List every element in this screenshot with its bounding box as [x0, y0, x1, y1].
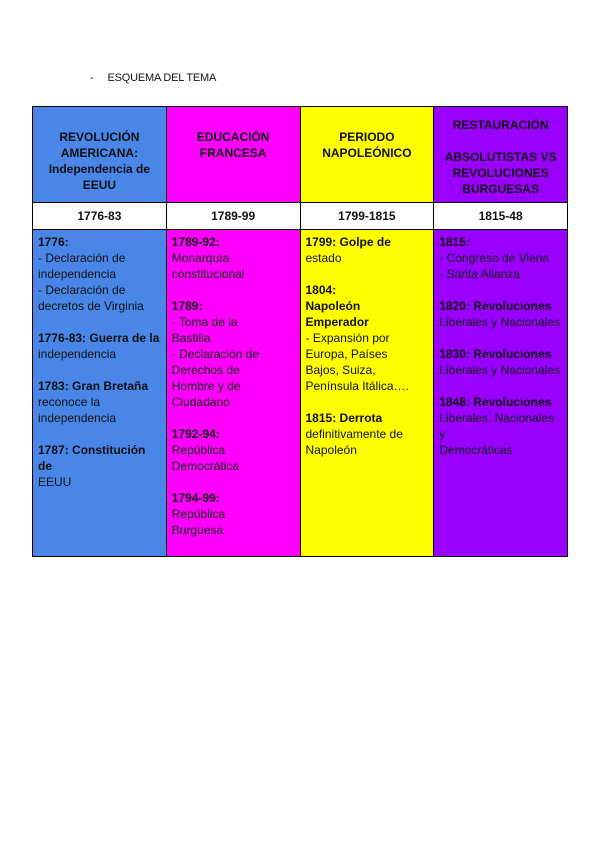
entry-text-line: Liberales, Nacionales y	[439, 411, 554, 441]
content-cell-napoleonic-period	[300, 230, 434, 557]
header-line: EEUU	[82, 178, 117, 192]
heading-title: ESQUEMA DEL TEMA	[107, 72, 217, 84]
years-cell-3: 1799-1815	[300, 203, 434, 230]
entry-text-line: Liberales y Nacionales	[439, 363, 560, 377]
header-cell-restoration	[434, 107, 568, 203]
content-row	[33, 230, 568, 557]
entry-text-line: definitivamente de	[305, 427, 403, 441]
header-cell-american-revolution	[33, 107, 167, 203]
entry-gap	[38, 314, 162, 330]
entry-date-line: 1776:	[38, 235, 69, 249]
years-cell-4: 1815-48	[434, 203, 568, 230]
header-cell-french-education	[166, 107, 300, 203]
entry-gap	[172, 474, 296, 490]
scheme-heading	[90, 72, 216, 84]
entry-text-line: decretos de Virginia	[38, 299, 144, 313]
timeline-entry	[439, 298, 563, 330]
entry-gap	[306, 394, 430, 410]
entry-text-line: - Santa Alianza	[439, 267, 520, 281]
entry-date-line: 1789-92:	[171, 235, 220, 249]
entry-text-line: - Declaración de	[38, 283, 126, 297]
entry-text-line: - Congreso de Viena	[439, 251, 550, 265]
entry-text-line: estado	[305, 251, 342, 265]
content-cell-american-revolution	[33, 230, 167, 557]
scheme-table	[32, 106, 568, 557]
entry-text-line: independencia	[38, 267, 117, 281]
header-line	[440, 133, 561, 149]
entry-text-line: Monarquía	[171, 251, 230, 265]
entry-date-line: 1789:	[171, 299, 203, 313]
header-row	[33, 107, 568, 203]
timeline-entry	[172, 234, 296, 282]
entry-text-line: reconoce la	[38, 395, 101, 409]
entry-date-line: 1776-83: Guerra de la	[38, 331, 160, 345]
entry-text-line: - Declaración de	[38, 251, 126, 265]
entry-text-line: independencia	[38, 347, 117, 361]
header-line: RESTAURACIÓN	[452, 118, 549, 132]
header-line: BURGUESAS	[462, 182, 539, 196]
entry-date-line: 1787: Constitución de	[38, 443, 146, 473]
entry-text-line: Hombre y de	[171, 379, 241, 393]
entry-text-line: Liberales y Nacionales	[439, 315, 560, 329]
entry-date-line: 1804:	[305, 283, 337, 297]
entry-text-line: Bastilla	[171, 331, 211, 345]
entry-gap	[439, 330, 563, 346]
header-cell-napoleonic-period	[300, 107, 434, 203]
entry-gap	[306, 266, 430, 282]
content-cell-french-education	[166, 230, 300, 557]
timeline-entry	[172, 490, 296, 538]
entry-gap	[38, 362, 162, 378]
entry-text-line: Península Itálica….	[305, 379, 409, 393]
entry-text-line: EEUU	[38, 475, 72, 489]
entry-text-line: Democráticas	[439, 443, 513, 457]
entry-date-line: 1799: Golpe de	[305, 235, 391, 249]
timeline-entry	[38, 234, 162, 314]
entry-text-line: Ciudadano	[171, 395, 230, 409]
entry-text-line: - Declaración de	[171, 347, 260, 361]
timeline-entry	[38, 378, 162, 426]
header-line: PERIODO	[339, 130, 395, 144]
entry-gap	[172, 282, 296, 298]
entry-date-line: 1848: Revoluciones	[439, 395, 552, 409]
entry-text-line: constitucional	[171, 267, 245, 281]
timeline-entry	[38, 330, 162, 362]
entry-text-line: Bajos, Suiza,	[305, 363, 376, 377]
entry-gap	[439, 378, 563, 394]
timeline-entry	[439, 234, 563, 282]
entry-text-line: Europa, Países	[305, 347, 388, 361]
timeline-entry	[439, 346, 563, 378]
header-line: AMERICANA:	[60, 146, 139, 160]
entry-date-line: 1783: Gran Bretaña	[38, 379, 149, 393]
entry-text-line: Napoleón	[305, 299, 361, 313]
header-line: FRANCESA	[199, 146, 267, 160]
entry-gap	[439, 282, 563, 298]
timeline-entry	[306, 410, 430, 458]
entry-text-line: Napoleón	[305, 443, 357, 457]
header-line: EDUCACIÓN	[196, 130, 270, 144]
heading-dash: -	[90, 72, 94, 84]
entry-date-line: 1792-94:	[171, 427, 220, 441]
entry-text-line: República	[171, 507, 226, 521]
entry-text-line: Burguesa	[171, 523, 224, 537]
entry-text-line: - Expansión por	[305, 331, 390, 345]
entry-date-line: 1815: Derrota	[305, 411, 383, 425]
entry-text-line: Derechos de	[171, 363, 240, 377]
timeline-entry	[38, 442, 162, 490]
entry-gap	[172, 410, 296, 426]
entry-text-line: - Toma de la	[171, 315, 238, 329]
years-cell-2: 1789-99	[166, 203, 300, 230]
header-line: NAPOLEÓNICO	[322, 146, 412, 160]
header-line: REVOLUCIÓN	[59, 130, 140, 144]
header-line: Independencia de	[48, 162, 151, 176]
content-cell-restoration	[434, 230, 568, 557]
entry-gap	[38, 426, 162, 442]
entry-text-line: República	[171, 443, 226, 457]
entry-text-line: Democrática	[171, 459, 240, 473]
years-row	[33, 203, 568, 230]
entry-date-line: 1815:	[439, 235, 470, 249]
years-cell-1: 1776-83	[33, 203, 167, 230]
entry-date-line: 1794-99:	[171, 491, 220, 505]
timeline-entry	[439, 394, 563, 458]
header-line: REVOLUCIONES	[452, 166, 549, 180]
timeline-entry	[172, 426, 296, 474]
entry-text-line: Emperador	[305, 315, 369, 329]
timeline-entry	[306, 234, 430, 266]
entry-date-line: 1820: Revoluciones	[439, 299, 552, 313]
timeline-entry	[306, 282, 430, 394]
entry-date-line: 1830: Revoluciones	[439, 347, 552, 361]
entry-text-line: independencia	[38, 411, 117, 425]
header-line: ABSOLUTISTAS VS	[444, 150, 557, 164]
timeline-entry	[172, 298, 296, 410]
